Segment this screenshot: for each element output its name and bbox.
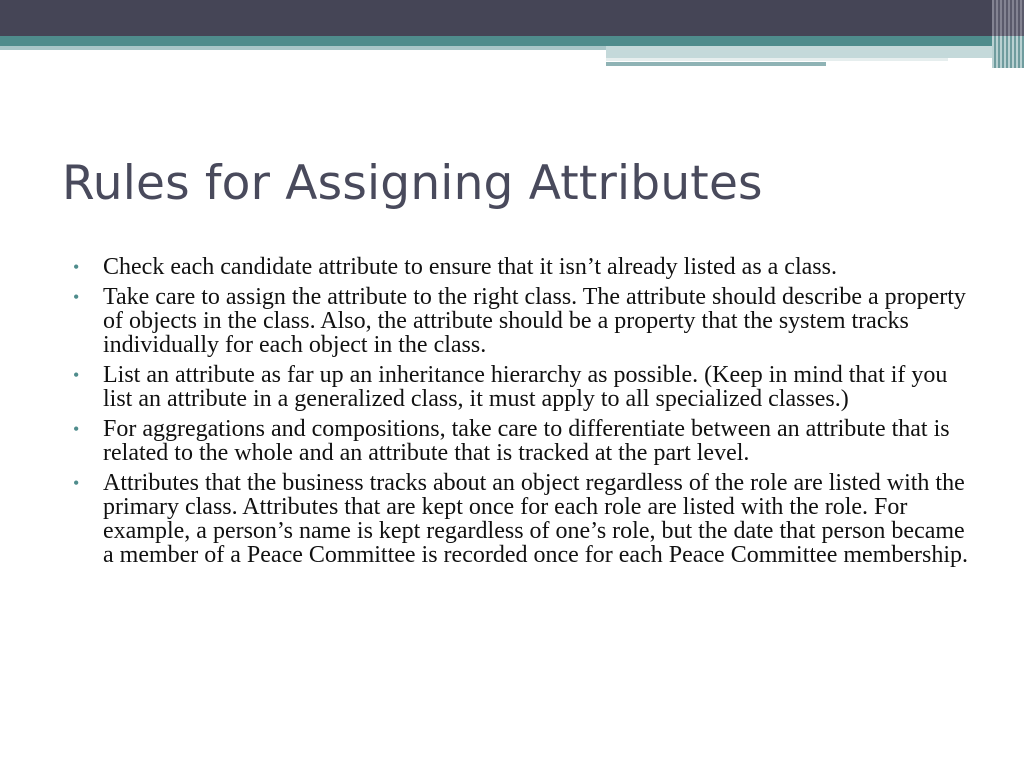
bullet-item xyxy=(73,255,978,279)
header-band-light-right xyxy=(606,46,1024,58)
bullet-icon: • xyxy=(73,287,80,307)
header-band-light xyxy=(0,46,606,50)
bullet-item xyxy=(73,285,978,357)
corner-stripes-teal xyxy=(992,36,1024,68)
bullet-item xyxy=(73,471,978,567)
bullet-icon: • xyxy=(73,257,80,277)
header-accent-line-teal xyxy=(606,62,826,66)
bullet-icon: • xyxy=(73,419,80,439)
bullet-text: Take care to assign the attribute to the right class. The attribute should describe a property of objects in the class. Also, the attribute should be a property that the system tracks individually for each object in the class. xyxy=(103,284,966,358)
slide-title: Rules for Assigning Attributes xyxy=(62,156,763,211)
header-accent-line xyxy=(606,58,948,61)
header-band-teal xyxy=(0,36,1024,46)
bullet-item xyxy=(73,363,978,411)
bullet-text: Check each candidate attribute to ensure that it isn’t already listed as a class. xyxy=(103,254,837,280)
bullet-text: Attributes that the business tracks about an object regardless of the role are listed with the primary class. Attributes that are kept once for each role are listed with the role. For example, a person’s name is kept regardless of one’s role, but the date that person became a member of a Peace Committee is recorded once for each Peace Committee membership. xyxy=(103,470,968,568)
bullet-text: For aggregations and compositions, take care to differentiate between an attribute that is related to the whole and an attribute that is tracked at the part level. xyxy=(103,416,950,466)
bullet-icon: • xyxy=(73,473,80,493)
bullet-list xyxy=(73,255,978,573)
bullet-text: List an attribute as far up an inheritance hierarchy as possible. (Keep in mind that if you list an attribute in a generalized class, it must apply to all specialized classes.) xyxy=(103,362,948,412)
header-band-dark xyxy=(0,0,1024,36)
bullet-icon: • xyxy=(73,365,80,385)
bullet-item xyxy=(73,417,978,465)
